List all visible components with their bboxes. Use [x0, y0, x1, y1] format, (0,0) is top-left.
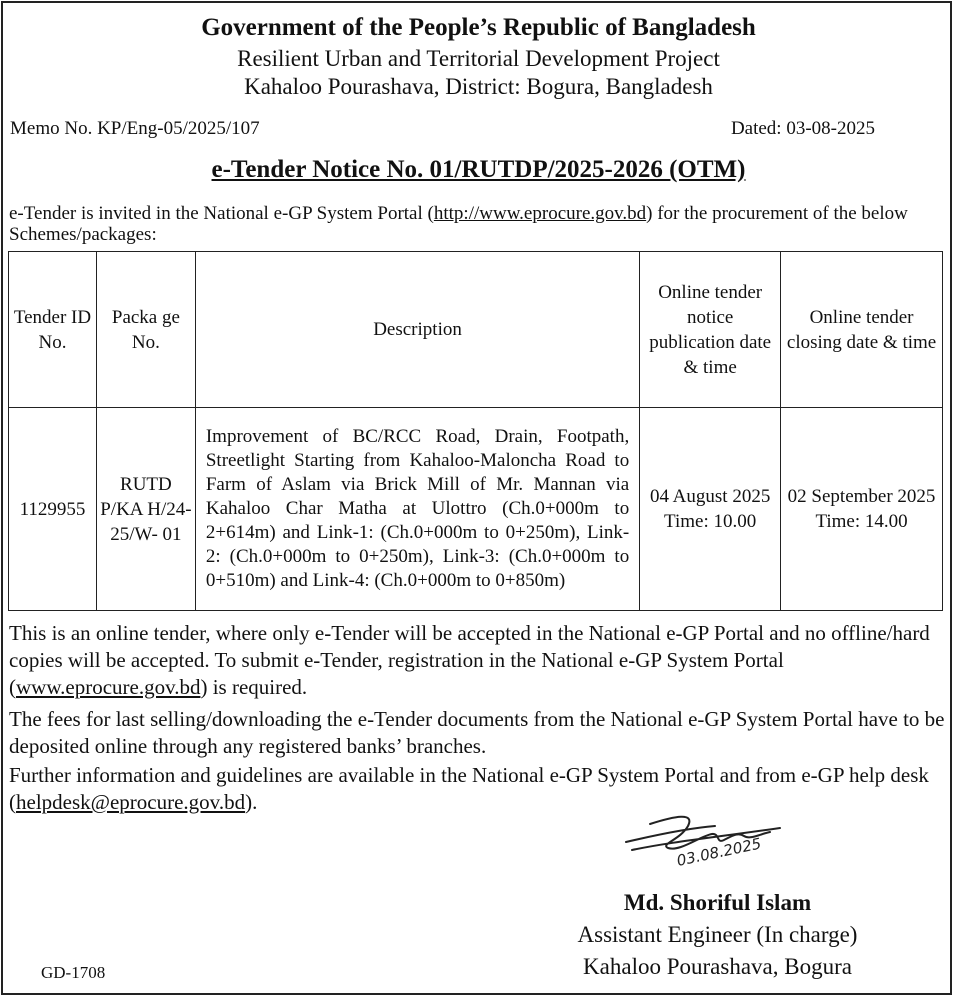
publication-time: Time: 10.00	[664, 511, 757, 532]
notice-title: e-Tender Notice No. 01/RUTDP/2025-2026 (OTM)	[211, 156, 746, 183]
signature-date: 03.08.2025	[675, 834, 763, 870]
eprocure-link-2[interactable]: www.eprocure.gov.bd	[16, 675, 201, 699]
p3-after-link: ).	[245, 790, 258, 814]
publication-date: 04 August 2025	[649, 486, 771, 507]
cell-tender-id: 1129955	[9, 408, 97, 611]
location-heading: Kahaloo Pourashava, District: Bogura, Bangladesh	[244, 74, 713, 99]
signatory-office: Kahaloo Pourashava, Bogura	[583, 954, 852, 979]
header-closing-date: Online tender closing date & time	[781, 252, 943, 408]
table-header-row	[9, 252, 943, 408]
signatory-name: Md. Shoriful Islam	[623, 890, 812, 915]
cell-package-no: RUTD P/KA H/24- 25/W- 01	[96, 408, 195, 611]
intro-text	[9, 203, 944, 245]
tender-table	[8, 251, 943, 611]
cell-publication	[640, 408, 781, 611]
handwritten-signature	[620, 806, 810, 878]
signatory-designation: Assistant Engineer (In charge)	[577, 922, 858, 947]
header-publication-date: Online tender notice publication date & time	[640, 252, 781, 408]
header-package-no: Packa ge No.	[96, 252, 195, 408]
intro-after-link: ) for the procurement of the below Schemes/packages:	[9, 203, 908, 245]
helpdesk-email-link[interactable]: helpdesk@eprocure.gov.bd	[16, 790, 246, 814]
eprocure-link[interactable]: http://www.eprocure.gov.bd	[433, 203, 647, 224]
memo-date: Dated: 03-08-2025	[730, 118, 875, 139]
fees-paragraph: The fees for last selling/downloading the e-Tender documents from the National e-GP System Portal have to be deposited online through any registered banks’ branches.	[9, 707, 945, 758]
closing-time: Time: 14.00	[815, 511, 908, 532]
cell-closing	[781, 408, 943, 611]
closing-date: 02 September 2025	[787, 486, 936, 507]
p1-after-link: ) is required.	[200, 675, 308, 699]
intro-before-link: e-Tender is invited in the National e-GP System Portal (	[9, 203, 434, 224]
header-description: Description	[195, 252, 639, 408]
cell-description: Improvement of BC/RCC Road, Drain, Footpath, Streetlight Starting from Kahaloo-Maloncha Road to Farm of Aslam via Brick Mill of Mr. Mannan via Kahaloo Char Matha at Ulottro (Ch.0+000m to 2+614m) and Link-1: (Ch.0+000m to 0+250m), Link-2: (Ch.0+000m to 0+250m), Link-3: (Ch.0+000m to 0+510m) and Link-4: (Ch.0+000m to 0+850m)	[195, 408, 639, 611]
project-heading: Resilient Urban and Territorial Development Project	[237, 46, 720, 71]
table-row	[9, 408, 943, 611]
footer-code: GD-1708	[41, 963, 106, 982]
p1-before-link: This is an online tender, where only e-Tender will be accepted in the National e-GP Portal and no offline/hard copies will be accepted. To submit e-Tender, registration in the National e-GP System Portal (	[9, 621, 930, 699]
header-tender-id: Tender ID No.	[9, 252, 97, 408]
memo-number: Memo No. KP/Eng-05/2025/107	[10, 118, 260, 139]
government-heading: Government of the People’s Republic of Bangladesh	[201, 14, 756, 41]
online-tender-paragraph	[9, 620, 949, 701]
p3-before-link: Further information and guidelines are available in the National e-GP System Portal and from e-GP help desk (	[9, 763, 929, 814]
